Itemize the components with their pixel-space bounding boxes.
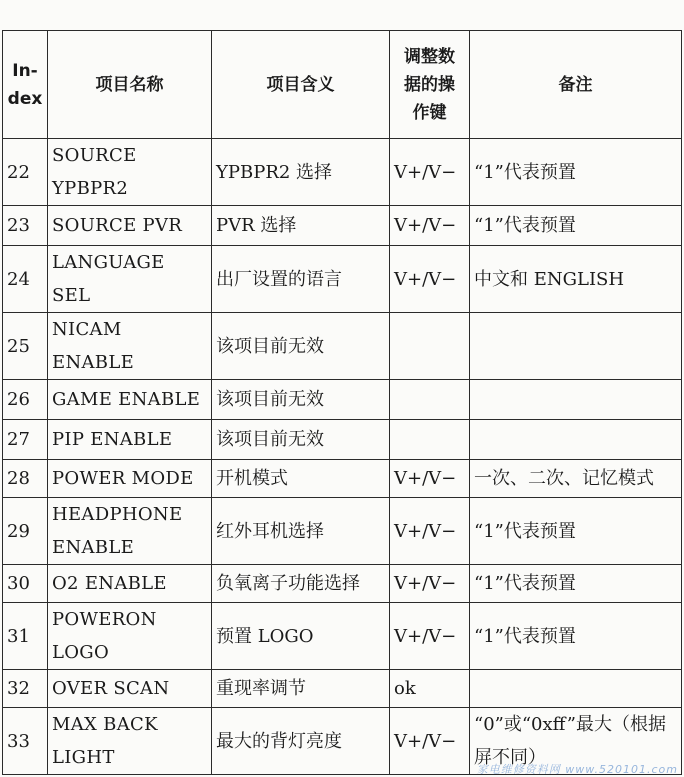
- row-item-name: MAX BACK LIGHT: [48, 708, 212, 775]
- table-row: [3, 603, 682, 670]
- row-operation-key: V+/V−: [390, 246, 470, 313]
- row-item-name: LANGUAGE SEL: [48, 246, 212, 313]
- table-row: [3, 498, 682, 565]
- row-index: 25: [3, 313, 48, 380]
- row-remarks: “0”或“0xff”最大（根据屏不同）: [470, 708, 682, 775]
- table-body: [3, 139, 682, 775]
- table-row: [3, 380, 682, 420]
- row-item-meaning: 该项目前无效: [212, 380, 390, 420]
- row-item-name: OVER SCAN: [48, 670, 212, 708]
- row-index: 33: [3, 708, 48, 775]
- row-item-meaning: 最大的背灯亮度: [212, 708, 390, 775]
- row-remarks: “1”代表预置: [470, 603, 682, 670]
- row-item-name: GAME ENABLE: [48, 380, 212, 420]
- row-item-meaning: 该项目前无效: [212, 313, 390, 380]
- watermark: 家电维修资料网 www.520101.com: [476, 763, 678, 776]
- row-item-meaning: 出厂设置的语言: [212, 246, 390, 313]
- row-remarks: [470, 380, 682, 420]
- row-remarks: 中文和 ENGLISH: [470, 246, 682, 313]
- row-item-name: NICAM ENABLE: [48, 313, 212, 380]
- row-item-meaning: 红外耳机选择: [212, 498, 390, 565]
- row-index: 32: [3, 670, 48, 708]
- table-row: [3, 313, 682, 380]
- row-remarks: “1”代表预置: [470, 498, 682, 565]
- table-row: [3, 460, 682, 498]
- row-remarks: “1”代表预置: [470, 565, 682, 603]
- row-operation-key: V+/V−: [390, 206, 470, 246]
- row-item-name: PIP ENABLE: [48, 420, 212, 460]
- header-item-meaning: 项目含义: [212, 31, 390, 139]
- table-row: [3, 420, 682, 460]
- header-row: [3, 31, 682, 139]
- row-item-name: SOURCE YPBPR2: [48, 139, 212, 206]
- row-index: 26: [3, 380, 48, 420]
- row-item-meaning: YPBPR2 选择: [212, 139, 390, 206]
- row-remarks: [470, 420, 682, 460]
- row-item-meaning: 开机模式: [212, 460, 390, 498]
- row-index: 24: [3, 246, 48, 313]
- row-index: 29: [3, 498, 48, 565]
- row-index: 22: [3, 139, 48, 206]
- row-operation-key: ok: [390, 670, 470, 708]
- table-row: [3, 139, 682, 206]
- table-row: [3, 246, 682, 313]
- row-item-name: HEADPHONE ENABLE: [48, 498, 212, 565]
- row-item-meaning: 重现率调节: [212, 670, 390, 708]
- header-item-name: 项目名称: [48, 31, 212, 139]
- row-operation-key: [390, 420, 470, 460]
- row-index: 28: [3, 460, 48, 498]
- table-row: [3, 565, 682, 603]
- service-menu-table: [2, 30, 682, 775]
- row-item-meaning: PVR 选择: [212, 206, 390, 246]
- row-item-meaning: 负氧离子功能选择: [212, 565, 390, 603]
- row-operation-key: V+/V−: [390, 708, 470, 775]
- header-index: In-dex: [3, 31, 48, 139]
- row-operation-key: [390, 380, 470, 420]
- row-item-meaning: 预置 LOGO: [212, 603, 390, 670]
- row-remarks: 一次、二次、记忆模式: [470, 460, 682, 498]
- row-remarks: “1”代表预置: [470, 139, 682, 206]
- table-row: [3, 670, 682, 708]
- row-index: 23: [3, 206, 48, 246]
- row-item-name: POWER MODE: [48, 460, 212, 498]
- row-operation-key: [390, 313, 470, 380]
- table-row: [3, 206, 682, 246]
- row-item-name: SOURCE PVR: [48, 206, 212, 246]
- row-item-name: POWERON LOGO: [48, 603, 212, 670]
- row-index: 27: [3, 420, 48, 460]
- row-index: 30: [3, 565, 48, 603]
- header-remarks: 备注: [470, 31, 682, 139]
- row-operation-key: V+/V−: [390, 603, 470, 670]
- row-remarks: [470, 670, 682, 708]
- row-operation-key: V+/V−: [390, 498, 470, 565]
- row-item-meaning: 该项目前无效: [212, 420, 390, 460]
- row-item-name: O2 ENABLE: [48, 565, 212, 603]
- header-operation-key: 调整数据的操作键: [390, 31, 470, 139]
- row-operation-key: V+/V−: [390, 565, 470, 603]
- row-remarks: [470, 313, 682, 380]
- row-operation-key: V+/V−: [390, 460, 470, 498]
- row-remarks: “1”代表预置: [470, 206, 682, 246]
- row-operation-key: V+/V−: [390, 139, 470, 206]
- row-index: 31: [3, 603, 48, 670]
